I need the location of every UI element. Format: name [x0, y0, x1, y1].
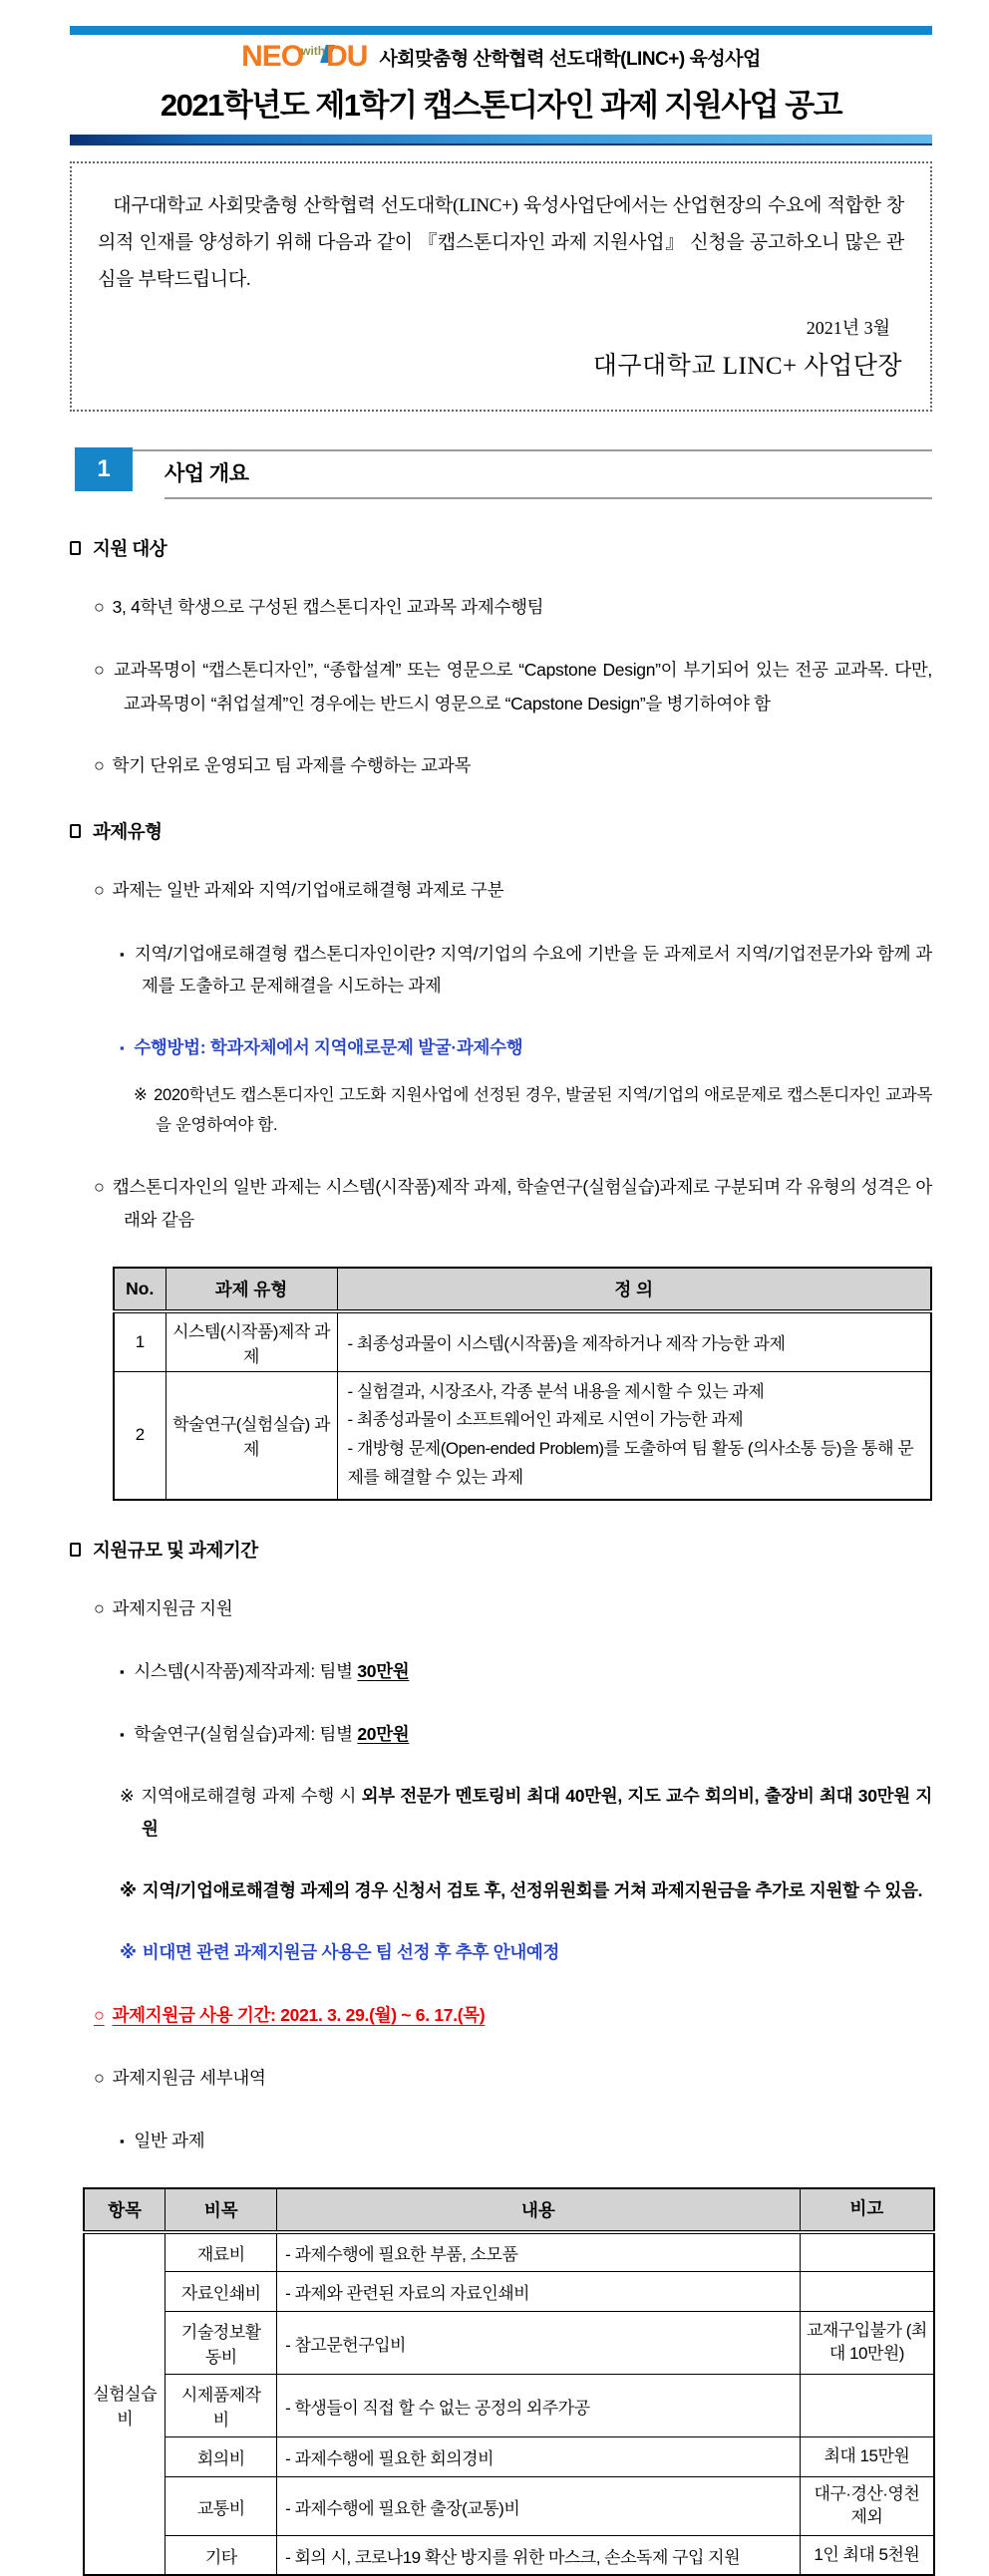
- definition-line: - 최종성과물이 소프트웨어인 과제로 시연이 가능한 과제: [347, 1410, 744, 1430]
- section-rule-bottom: [165, 497, 932, 499]
- table-row: [84, 2232, 934, 2272]
- list-item-system-grant: [120, 1655, 932, 1687]
- heading-text: 지원규모 및 과제기간: [93, 1540, 258, 1562]
- cell-desc: - 학생들이 직접 할 수 없는 공정의 외주가공: [277, 2375, 801, 2437]
- heading-support-target: [70, 535, 932, 561]
- table-row: [84, 2375, 934, 2437]
- circle-bullet: ○: [94, 2004, 105, 2025]
- cell-item: 재료비: [165, 2232, 277, 2272]
- table-row: [84, 2312, 934, 2375]
- square-bullet-icon: [70, 824, 81, 838]
- column-header: 정 의: [337, 1268, 931, 1311]
- top-accent-bar: [70, 26, 932, 35]
- footnote-mentoring: [120, 1780, 932, 1845]
- intro-signature: 대구대학교 LINC+ 사업단장: [592, 353, 902, 381]
- list-item-text: 과제지원금 지원: [112, 1598, 233, 1619]
- circle-bullet: ○: [94, 1176, 105, 1197]
- budget-table: [83, 2187, 935, 2576]
- header: [70, 42, 932, 72]
- reference-mark: ※: [120, 1879, 137, 1900]
- table-row: [114, 1371, 931, 1500]
- cell-no: 1: [114, 1311, 165, 1372]
- cell-note: 1인 최대 5천원: [800, 2535, 934, 2575]
- list-item-text: 과제는 일반 과제와 지역/기업애로해결형 과제로 구분: [112, 880, 504, 901]
- footnote-text: 지역/기업애로해결형 과제의 경우 신청서 검토 후, 선정위원회를 거쳐 과제지원금을 추가로 지원할 수 있음.: [142, 1879, 923, 1900]
- footnote-text: 비대면 관련 과제지원금 사용은 팀 선정 후 추후 안내예정: [142, 1942, 560, 1963]
- definition-line: - 실험결과, 시장조사, 각종 분석 내용을 제시할 수 있는 과제: [347, 1381, 765, 1401]
- heading-task-type: [70, 818, 932, 844]
- table-row: [84, 2437, 934, 2477]
- page-title: 2021학년도 제1학기 캡스톤디자인 과제 지원사업 공고: [160, 88, 842, 123]
- square-small-bullet: ▪: [120, 1664, 125, 1680]
- table-row: [84, 2477, 934, 2536]
- cell-item: 시제품제작비: [165, 2375, 277, 2437]
- heading-scale-period: [70, 1537, 932, 1563]
- square-small-bullet: ▪: [120, 1040, 125, 1056]
- list-item-text: 시스템(시작품)제작과제: 팀별: [134, 1661, 358, 1682]
- square-bullet-icon: [70, 541, 81, 555]
- cell-desc: - 참고문헌구입비: [277, 2312, 801, 2375]
- list-item: [94, 1592, 932, 1625]
- reference-mark: ※: [120, 1786, 136, 1807]
- column-header: 과제 유형: [165, 1268, 337, 1311]
- column-header: No.: [114, 1268, 165, 1311]
- table-row: [114, 1311, 931, 1372]
- title-underline-bar: [70, 135, 932, 145]
- footnote: [134, 1080, 932, 1141]
- section-rule-top: [100, 449, 932, 451]
- list-item-text: 과제지원금 세부내역: [112, 2067, 266, 2088]
- logo-with-text: with: [301, 44, 326, 58]
- circle-bullet: ○: [94, 2067, 105, 2088]
- intro-date: 2021년 3월: [806, 318, 890, 339]
- list-item-method: [120, 1031, 932, 1063]
- list-item: [120, 938, 932, 1002]
- section-number-badge: 1: [75, 447, 133, 491]
- neo-with-du-logo: [241, 42, 367, 72]
- grant-usage-period: [94, 1999, 932, 2032]
- circle-bullet: ○: [94, 755, 105, 776]
- square-small-bullet: ▪: [120, 946, 125, 962]
- cell-item: 자료인쇄비: [165, 2272, 277, 2312]
- grant-amount: 30만원: [357, 1661, 410, 1682]
- list-item-text: 학술연구(실험실습)과제: 팀별: [134, 1723, 358, 1744]
- column-header: 비목: [165, 2188, 277, 2232]
- circle-bullet: ○: [94, 1598, 105, 1619]
- program-label: 사회맞춤형 산학협력 선도대학(LINC+) 육성사업: [379, 48, 761, 70]
- footnote-text: 지역애로해결형 과제 수행 시: [141, 1786, 362, 1807]
- section-1-header: [70, 449, 932, 499]
- heading-text: 과제유형: [93, 821, 163, 843]
- list-item: [94, 654, 932, 719]
- footnote-text: 2020학년도 캡스톤디자인 고도화 지원사업에 선정된 경우, 발굴된 지역/기업의 애로문제로 캡스톤디자인 교과목을 운영하여야 함.: [154, 1085, 932, 1135]
- list-item-text: 학기 단위로 운영되고 팀 과제를 수행하는 교과목: [112, 755, 472, 776]
- list-item-text: 일반 과제: [134, 2131, 205, 2151]
- cell-definition: - 최종성과물이 시스템(시작품)을 제작하거나 제작 가능한 과제: [337, 1311, 931, 1372]
- column-header: 항목: [84, 2188, 165, 2232]
- footnote-extra-grant: [120, 1874, 932, 1906]
- section-title: 사업 개요: [165, 462, 249, 486]
- list-item: [94, 591, 932, 624]
- cell-item: 교통비: [165, 2477, 277, 2536]
- intro-box: [70, 161, 932, 412]
- table-header-row: [84, 2188, 934, 2232]
- square-bullet-icon: [70, 1543, 81, 1557]
- table-row: [84, 2535, 934, 2575]
- definition-line: - 개방형 문제(Open-ended Problem)를 도출하여 팀 활동 (의사소통 등)을 통해 문제를 해결할 수 있는 과제: [347, 1439, 914, 1488]
- logo-du-text: DU: [326, 40, 368, 73]
- table-header-row: [114, 1268, 931, 1311]
- column-header: 비고: [800, 2188, 934, 2232]
- cell-note: [800, 2232, 934, 2272]
- cell-item: 기술정보활동비: [165, 2312, 277, 2375]
- grant-amount: 20만원: [357, 1723, 410, 1744]
- cell-note: [800, 2375, 934, 2437]
- cell-desc: - 과제수행에 필요한 부품, 소모품: [277, 2232, 801, 2272]
- list-item-academic-grant: [120, 1718, 932, 1750]
- cell-type: 시스템(시작품)제작 과제: [165, 1311, 337, 1372]
- list-item: [94, 874, 932, 907]
- circle-bullet: ○: [94, 597, 105, 618]
- list-item: [94, 2062, 932, 2095]
- column-header: 내용: [277, 2188, 801, 2232]
- circle-bullet: ○: [94, 660, 107, 681]
- square-small-bullet: ▪: [120, 2134, 125, 2149]
- intro-body-text: 대구대학교 사회맞춤형 산학협력 선도대학(LINC+) 육성사업단에서는 산업현장의 수요에 적합한 창의적 인재를 양성하기 위해 다음과 같이 『캡스톤디자인 과제 지원사업』 신청을 공고하오니 많은 관심을 부탁드립니다.: [98, 195, 904, 291]
- logo-neo-text: NEO: [241, 40, 304, 73]
- cell-note: 최대 15만원: [800, 2437, 934, 2477]
- cell-note: 교재구입불가 (최대 10만원): [800, 2312, 934, 2375]
- cell-desc: - 과제수행에 필요한 출장(교통)비: [277, 2477, 801, 2536]
- heading-text: 지원 대상: [93, 538, 167, 560]
- list-item-text: 3, 4학년 학생으로 구성된 캡스톤디자인 교과목 과제수행팀: [112, 597, 544, 618]
- footnote-contactless: [120, 1936, 932, 1968]
- task-type-table: [113, 1267, 932, 1502]
- footnote-bold-text: 외부 전문가 멘토링비 최대 40만원, 지도 교수 회의비, 출장비 최대 30만원 지원: [142, 1786, 932, 1839]
- circle-bullet: ○: [94, 880, 105, 901]
- square-small-bullet: ▪: [120, 1726, 125, 1742]
- list-item: [94, 749, 932, 782]
- list-item-text: 수행방법: 학과자체에서 지역애로문제 발굴·과제수행: [134, 1037, 523, 1058]
- list-item-text: 지역/기업애로해결형 캡스톤디자인이란? 지역/기업의 수요에 기반을 둔 과제로서 지역/기업전문가와 함께 과제를 도출하고 문제해결을 시도하는 과제: [134, 943, 933, 997]
- period-text: 과제지원금 사용 기간: 2021. 3. 29.(월) ~ 6. 17.(목): [112, 2004, 486, 2025]
- cell-definition: [337, 1371, 931, 1500]
- reference-mark: ※: [120, 1942, 137, 1963]
- reference-mark: ※: [134, 1085, 149, 1104]
- cell-item: 회의비: [165, 2437, 277, 2477]
- list-item-text: 교과목명이 “캡스톤디자인”, “종합설계” 또는 영문으로 “Capstone Design”이 부기되어 있는 전공 교과목. 다만, 교과목명이 “취업설계”인 경우에는 반드시 영문으로 “Capstone Design”을 병기하여야 함: [114, 660, 932, 714]
- cell-item: 기타: [165, 2535, 277, 2575]
- cell-category: 실험실습비: [84, 2232, 165, 2576]
- list-item: [94, 1171, 932, 1237]
- cell-note: 대구·경산·영천 제외: [800, 2477, 934, 2536]
- list-item-general-task: [120, 2125, 932, 2156]
- cell-note: [800, 2272, 934, 2312]
- cell-desc: - 과제수행에 필요한 회의경비: [277, 2437, 801, 2477]
- list-item-text: 캡스톤디자인의 일반 과제는 시스템(시작품)제작 과제, 학술연구(실험실습)과제로 구분되며 각 유형의 성격은 아래와 같음: [112, 1176, 933, 1231]
- cell-type: 학술연구(실험실습) 과제: [165, 1371, 337, 1500]
- cell-desc: - 회의 시, 코로나19 확산 방지를 위한 마스크, 손소독제 구입 지원: [277, 2535, 801, 2575]
- table-row: [84, 2272, 934, 2312]
- cell-desc: - 과제와 관련된 자료의 자료인쇄비: [277, 2272, 801, 2312]
- cell-no: 2: [114, 1371, 165, 1500]
